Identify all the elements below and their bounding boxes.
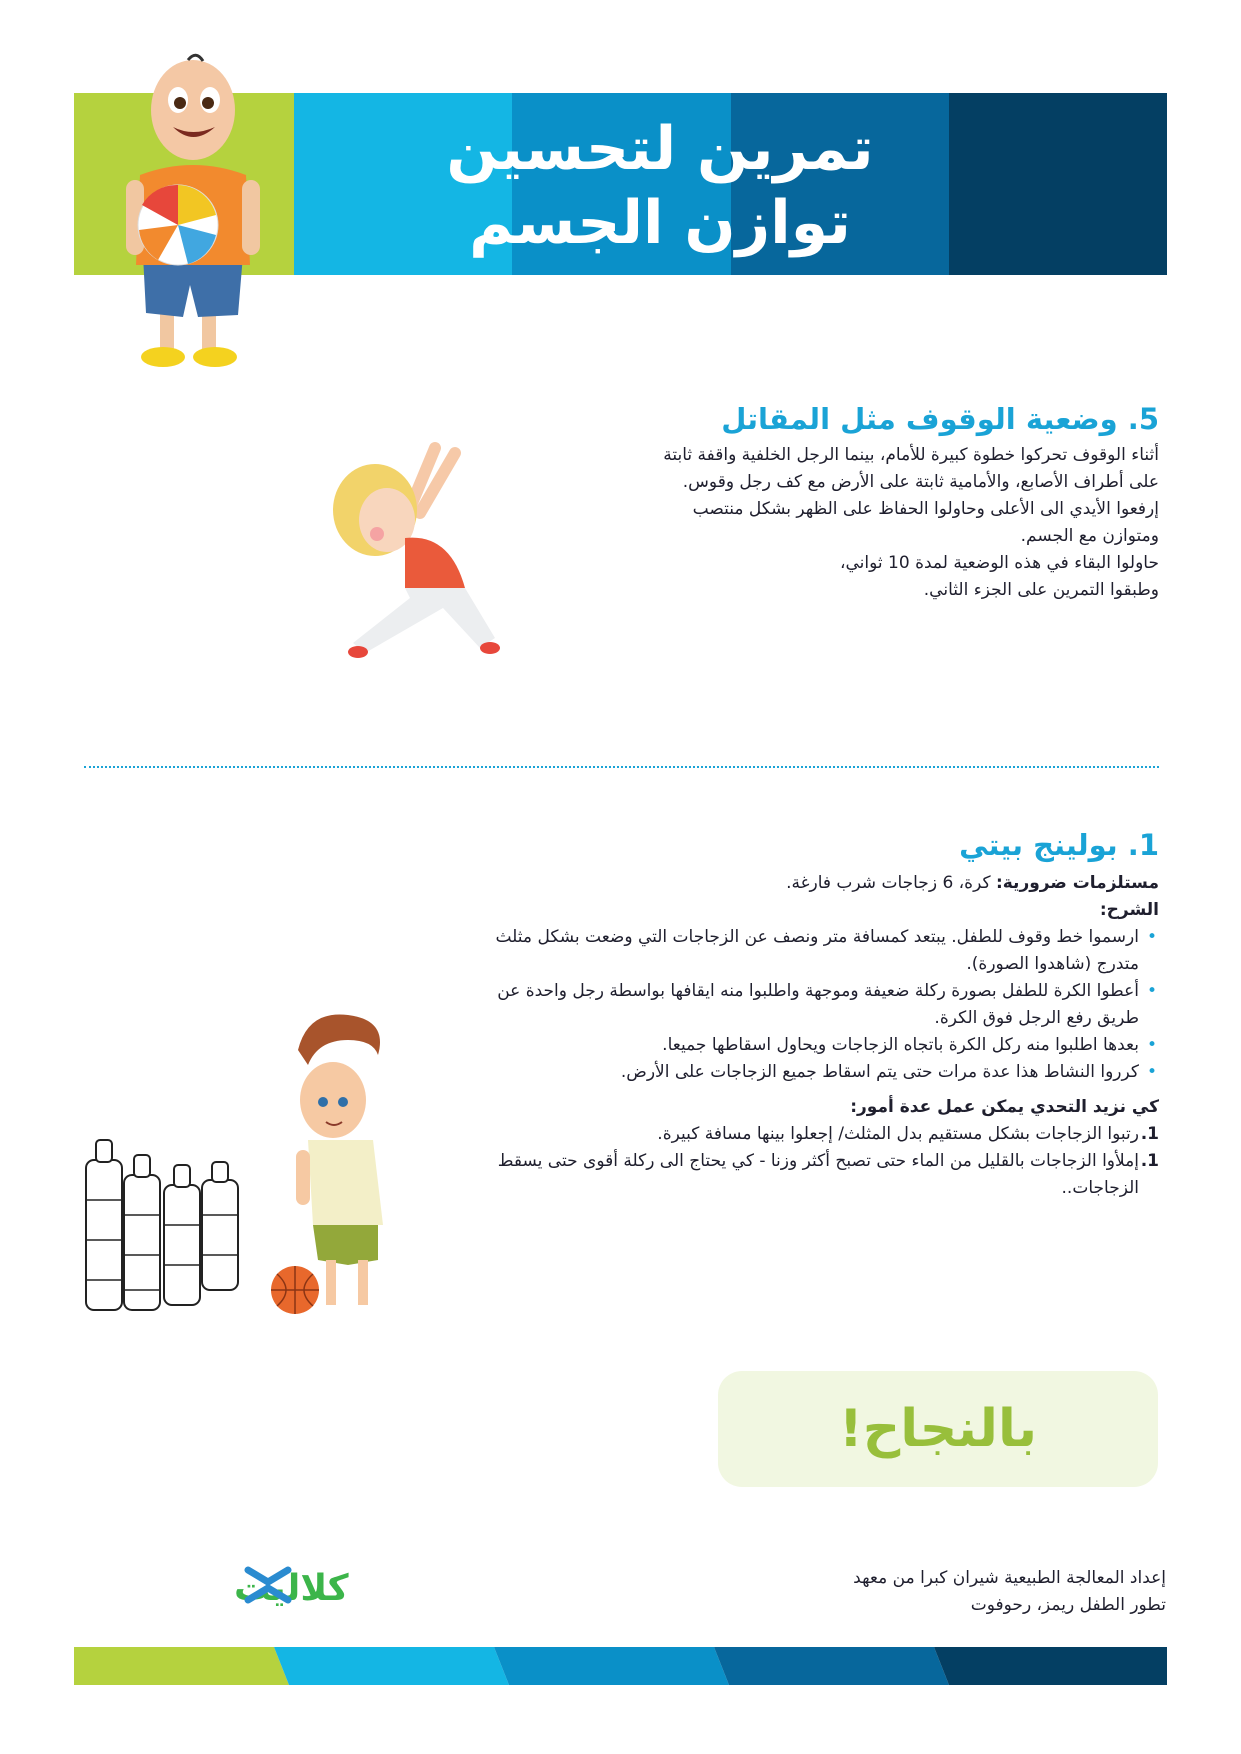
equipment-line	[459, 870, 1159, 897]
page-title-line1: تمرين لتحسين	[446, 114, 874, 184]
section5-line: على أطراف الأصابع، والأمامية ثابتة على الأرض مع كف رجل وقوس.	[682, 472, 1159, 492]
explanation-label: الشرح:	[1099, 900, 1159, 920]
list-item	[459, 1148, 1159, 1202]
credit-line: تطور الطفل ريمز، رحوفوت	[970, 1595, 1166, 1615]
challenge-list	[459, 1121, 1159, 1202]
challenge-label: كي نزيد التحدي يمكن عمل عدة أمور:	[850, 1097, 1159, 1117]
section5-line: أثناء الوقوف تحركوا خطوة كبيرة للأمام، بينما الرجل الخلفية واقفة ثابتة	[663, 445, 1159, 465]
section1-title: 1. بولينج بيتي	[959, 828, 1159, 862]
mascot-illustration	[118, 55, 268, 375]
list-text: إملأوا الزجاجات بالقليل من الماء حتى تصبح أكثر وزنا - كي يحتاج الى ركلة أقوى حتى يسقط الزجاجات..	[497, 1151, 1139, 1198]
warrior-pose-illustration	[325, 438, 535, 668]
basketball-icon	[265, 1260, 325, 1320]
footer-stripe	[74, 1647, 1167, 1685]
list-item: • كرروا النشاط هذا عدة مرات حتى يتم اسقاط جميع الزجاجات على الأرض.	[459, 1059, 1139, 1086]
section5-title: 5. وضعية الوقوف مثل المقاتل	[721, 402, 1159, 436]
page-title-line2: توازن الجسم	[469, 188, 851, 258]
list-item: • بعدها اطلبوا منه ركل الكرة باتجاه الزجاجات ويحاول اسقاطها جميعا.	[459, 1032, 1139, 1059]
section5-text	[599, 442, 1159, 604]
equipment-label: مستلزمات ضرورية:	[995, 873, 1159, 893]
list-item: • ارسموا خط وقوف للطفل. يبتعد كمسافة متر ونصف عن الزجاجات التي وضعت بشكل مثلث متدرج (شاهدوا الصورة).	[459, 924, 1139, 978]
section-divider	[84, 766, 1159, 768]
equipment-value: كرة، 6 زجاجات شرب فارغة.	[786, 873, 996, 893]
footer-stripe-cyan	[274, 1647, 509, 1685]
credit-line: إعداد المعالجة الطبيعية شيران كبرا من معهد	[853, 1568, 1166, 1588]
list-number: 1.	[1140, 1124, 1159, 1144]
explanation-list	[459, 924, 1159, 1086]
list-item	[459, 1121, 1159, 1148]
logo-text: كلاليت	[234, 1568, 349, 1609]
section1-text	[459, 870, 1159, 1202]
good-luck-text: بالنجاح!	[839, 1399, 1037, 1459]
footer-stripe-green	[74, 1647, 289, 1685]
list-number: 1.	[1140, 1151, 1159, 1171]
section5-line: إرفعوا الأيدي الى الأعلى وحاولوا الحفاظ على الظهر بشكل منتصب	[692, 499, 1159, 519]
footer-stripe-darkblue	[714, 1647, 949, 1685]
bottles-illustration	[82, 1130, 242, 1320]
footer-stripe-blue	[494, 1647, 729, 1685]
list-item: • أعطوا الكرة للطفل بصورة ركلة ضعيفة وموجهة واطلبوا منه ايقافها بواسطة رجل واحدة عن طريق رفع الرجل فوق الكرة.	[459, 978, 1139, 1032]
footer-stripe-navy	[934, 1647, 1167, 1685]
list-text: رتبوا الزجاجات بشكل مستقيم بدل المثلث/ إجعلوا بينها مسافة كبيرة.	[657, 1124, 1139, 1144]
section5-line: حاولوا البقاء في هذه الوضعية لمدة 10 ثواني،	[840, 553, 1159, 573]
section5-line: وطبقوا التمرين على الجزء الثاني.	[923, 580, 1159, 600]
credits	[746, 1565, 1166, 1619]
clalit-logo	[108, 1560, 349, 1610]
section5-line: ومتوازن مع الجسم.	[1020, 526, 1159, 546]
page-title	[300, 112, 1020, 260]
